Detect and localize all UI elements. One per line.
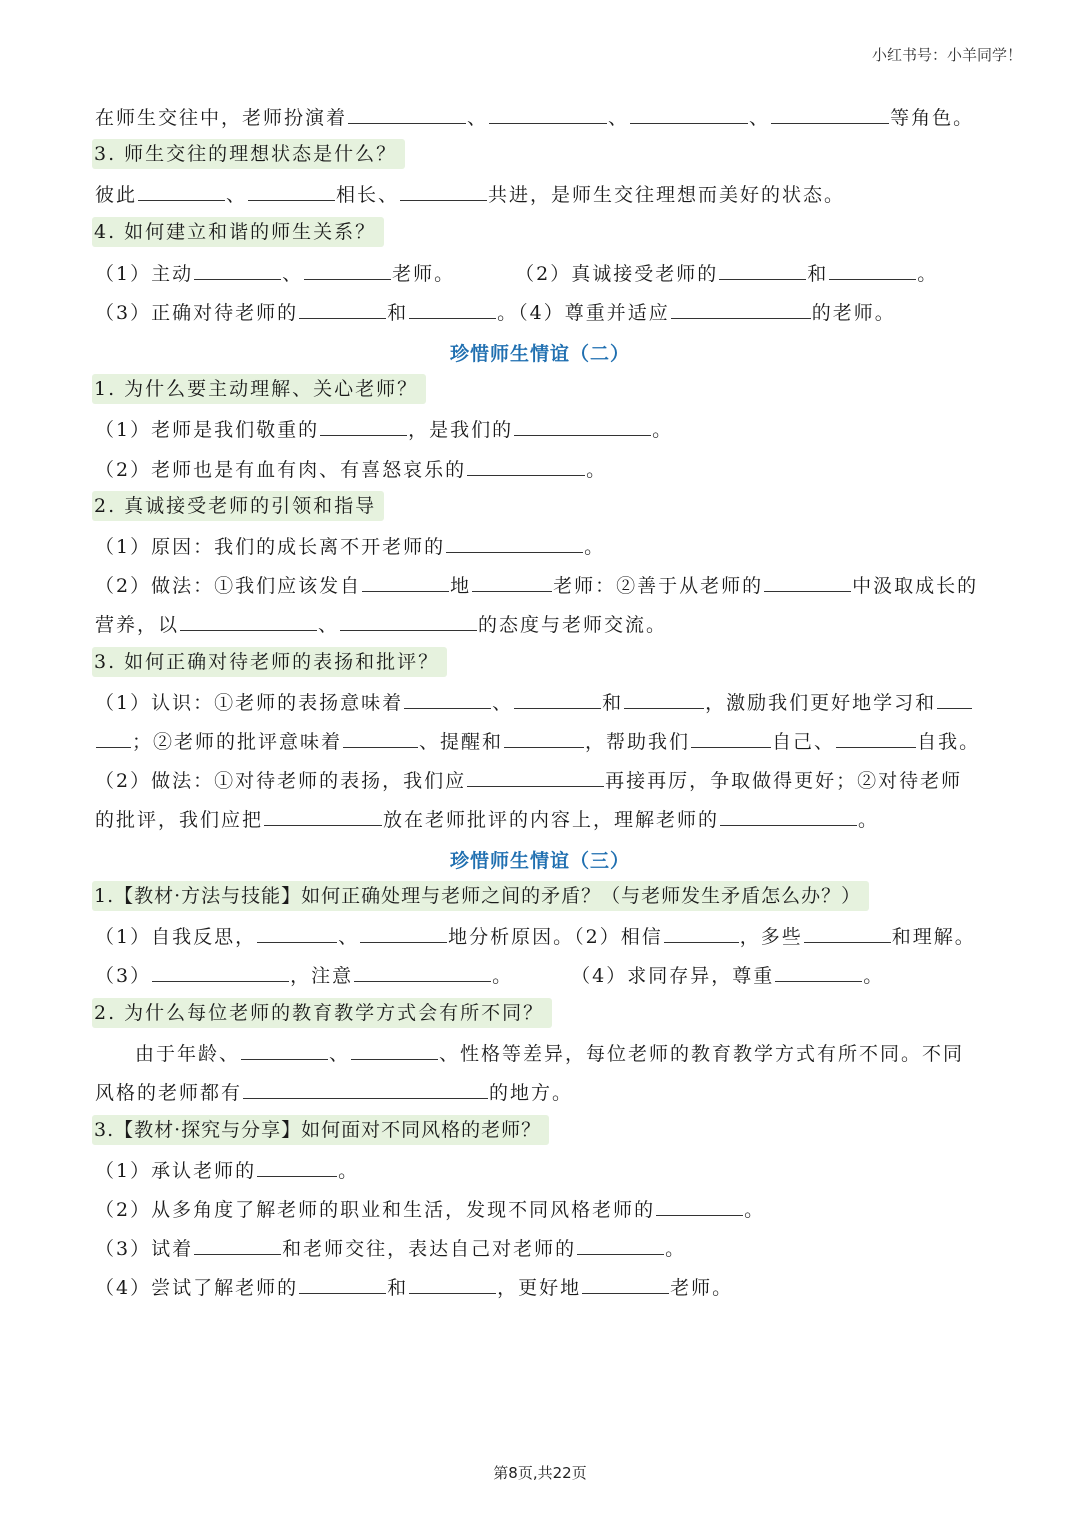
blank[interactable] — [96, 725, 131, 748]
blank[interactable] — [194, 257, 281, 280]
question-text: 3. 师生交往的理想状态是什么？ — [92, 139, 405, 169]
text: 。 — [584, 536, 606, 558]
blank[interactable] — [514, 413, 651, 436]
text: 放在老师批评的内容上，理解老师的 — [383, 809, 720, 831]
blank[interactable] — [664, 920, 739, 943]
text: 和 — [602, 692, 624, 714]
answer-line — [95, 725, 980, 755]
text: 和老师交往，表达自己对老师的 — [282, 1238, 577, 1260]
blank[interactable] — [241, 1037, 328, 1060]
text: 和 — [807, 263, 829, 285]
question-heading — [95, 998, 552, 1028]
text: 的批评，我们应把 — [95, 809, 264, 831]
text: ，激励我们更好地学习和 — [705, 692, 937, 714]
text: 的态度与老师交流。 — [478, 614, 668, 636]
blank[interactable] — [409, 1271, 496, 1294]
roles-line — [95, 101, 974, 131]
text: （3）试着 — [95, 1238, 194, 1260]
text: 风格的老师都有 — [95, 1082, 243, 1104]
answer-line — [95, 764, 962, 794]
answer-line — [95, 803, 879, 833]
question-text: 4. 如何建立和谐的师生关系？ — [92, 217, 384, 247]
text: 营养，以 — [95, 614, 180, 636]
blank[interactable] — [489, 101, 607, 124]
text: （1）认识：①老师的表扬意味着 — [95, 692, 404, 714]
question-heading — [95, 491, 384, 521]
text: 。 — [744, 1199, 766, 1221]
blank[interactable] — [504, 725, 584, 748]
blank[interactable] — [937, 686, 972, 709]
answer-line — [95, 413, 673, 443]
blank[interactable] — [467, 453, 585, 476]
text: 等角色。 — [890, 107, 975, 129]
text: 和理解。 — [891, 926, 976, 948]
blank[interactable] — [138, 178, 225, 201]
blank[interactable] — [624, 686, 704, 709]
blank[interactable] — [299, 296, 386, 319]
blank[interactable] — [362, 569, 449, 592]
blank[interactable] — [340, 608, 477, 631]
blank[interactable] — [836, 725, 916, 748]
answer-line — [95, 608, 667, 638]
blank[interactable] — [630, 101, 748, 124]
blank[interactable] — [582, 1271, 669, 1294]
text: 、 — [467, 107, 489, 129]
text: 。 — [652, 419, 674, 441]
blank[interactable] — [467, 764, 604, 787]
text: 。（4）尊重并适应 — [497, 302, 670, 324]
question-heading — [95, 217, 384, 247]
blank[interactable] — [404, 686, 491, 709]
text: 。 — [665, 1238, 687, 1260]
text: 彼此 — [95, 184, 138, 206]
text: 。 — [492, 965, 514, 987]
text: 由于年龄、 — [135, 1043, 241, 1065]
ideal-line — [95, 178, 845, 208]
text: 、 — [226, 184, 248, 206]
blank[interactable] — [446, 530, 583, 553]
text: 、 — [282, 263, 304, 285]
text: 。 — [858, 809, 880, 831]
answer-line — [95, 686, 973, 716]
text: 的地方。 — [489, 1082, 574, 1104]
blank[interactable] — [248, 178, 335, 201]
text: 、 — [329, 1043, 351, 1065]
blank[interactable] — [656, 1193, 743, 1216]
text: （4）求同存异，尊重 — [571, 965, 775, 987]
blank[interactable] — [671, 296, 811, 319]
text: 。 — [586, 459, 608, 481]
text: 老师：②善于从老师的 — [553, 575, 764, 597]
page-number: 第8页,共22页 — [493, 1464, 587, 1482]
section-title: 珍惜师生情谊（三） — [449, 850, 630, 872]
text: 。 — [917, 263, 939, 285]
text: 和 — [387, 1277, 409, 1299]
blank[interactable] — [257, 1154, 337, 1177]
text: （1）承认老师的 — [95, 1160, 257, 1182]
text: 、 — [318, 614, 340, 636]
blank[interactable] — [299, 1271, 386, 1294]
question-text: 1. 为什么要主动理解、关心老师？ — [92, 374, 426, 404]
answer-line — [95, 1271, 733, 1301]
blank[interactable] — [343, 725, 418, 748]
blank[interactable] — [180, 608, 317, 631]
text: 、 — [492, 692, 514, 714]
blank[interactable] — [400, 178, 487, 201]
harmony-line-2 — [95, 296, 896, 326]
blank[interactable] — [264, 803, 382, 826]
blank[interactable] — [243, 1076, 488, 1099]
text: ，注意 — [290, 965, 354, 987]
text: 老师。 — [670, 1277, 734, 1299]
text: 。 — [338, 1160, 360, 1182]
text: （2）从多角度了解老师的职业和生活，发现不同风格老师的 — [95, 1199, 656, 1221]
text: 老师。 — [392, 263, 456, 285]
text: 、性格等差异，每位老师的教育教学方式有所不同。不同 — [439, 1043, 965, 1065]
text: 、 — [338, 926, 360, 948]
question-text: 1.【教材·方法与技能】如何正确处理与老师之间的矛盾？（与老师发生矛盾怎么办？） — [92, 881, 869, 911]
question-text: 3.【教材·探究与分享】如何面对不同风格的老师？ — [92, 1115, 549, 1145]
blank[interactable] — [409, 296, 496, 319]
text: 地分析原因。（2）相信 — [448, 926, 663, 948]
text: 自己、 — [772, 731, 836, 753]
blank[interactable] — [691, 725, 771, 748]
text: ，帮助我们 — [585, 731, 691, 753]
answer-line — [95, 920, 976, 950]
text: （2）做法：①我们应该发自 — [95, 575, 362, 597]
answer-line — [95, 569, 978, 599]
blank[interactable] — [514, 686, 601, 709]
question-text: 2. 为什么每位老师的教育教学方式会有所不同？ — [92, 998, 552, 1028]
text: （2）老师也是有血有肉、有喜怒哀乐的 — [95, 459, 467, 481]
blank[interactable] — [257, 920, 337, 943]
text: （1）原因：我们的成长离不开老师的 — [95, 536, 446, 558]
watermark: 小红书号：小羊同学！ — [871, 46, 1022, 64]
blank[interactable] — [354, 959, 491, 982]
text: （4）尝试了解老师的 — [95, 1277, 299, 1299]
text: 自我。 — [917, 731, 981, 753]
blank[interactable] — [152, 959, 289, 982]
question-heading — [95, 139, 405, 169]
question-text: 2. 真诚接受老师的引领和指导 — [92, 491, 384, 521]
answer-line — [135, 1037, 964, 1067]
text: 、 — [749, 107, 771, 129]
blank[interactable] — [720, 803, 857, 826]
answer-line — [95, 453, 607, 483]
blank[interactable] — [829, 257, 916, 280]
text: 。 — [863, 965, 885, 987]
text: 在师生交往中，老师扮演着 — [95, 107, 348, 129]
text: ，多些 — [739, 926, 803, 948]
blank[interactable] — [764, 569, 851, 592]
text: （1）主动 — [95, 263, 194, 285]
text: （1）老师是我们敬重的 — [95, 419, 320, 441]
text: 共进，是师生交往理想而美好的状态。 — [488, 184, 846, 206]
answer-line — [95, 1193, 765, 1223]
blank[interactable] — [775, 959, 862, 982]
blank[interactable] — [194, 1232, 281, 1255]
text: 地 — [450, 575, 472, 597]
answer-line — [95, 1076, 573, 1106]
text: ，是我们的 — [408, 419, 514, 441]
text: 再接再厉，争取做得更好；②对待老师 — [605, 770, 963, 792]
text: ，更好地 — [497, 1277, 582, 1299]
text: 和 — [387, 302, 409, 324]
text: 中汲取成长的 — [852, 575, 979, 597]
blank[interactable] — [320, 413, 407, 436]
text: ；②老师的批评意味着 — [132, 731, 343, 753]
harmony-line-1 — [95, 257, 938, 287]
answer-line — [95, 1154, 359, 1184]
blank[interactable] — [472, 569, 552, 592]
question-heading — [95, 1115, 549, 1145]
answer-line — [95, 530, 605, 560]
answer-line — [95, 959, 884, 989]
blank[interactable] — [719, 257, 806, 280]
text: 相长、 — [336, 184, 400, 206]
answer-line — [95, 1232, 686, 1262]
blank[interactable] — [771, 101, 889, 124]
section-title: 珍惜师生情谊（二） — [449, 343, 630, 365]
blank[interactable] — [804, 920, 891, 943]
blank[interactable] — [577, 1232, 664, 1255]
question-text: 3. 如何正确对待老师的表扬和批评？ — [92, 647, 447, 677]
text: （2）真诚接受老师的 — [515, 263, 719, 285]
blank[interactable] — [348, 101, 466, 124]
text: 、提醒和 — [419, 731, 504, 753]
blank[interactable] — [360, 920, 447, 943]
question-heading — [95, 881, 869, 911]
blank[interactable] — [304, 257, 391, 280]
question-heading — [95, 374, 426, 404]
text: （3）正确对待老师的 — [95, 302, 299, 324]
text: 、 — [608, 107, 630, 129]
text: （2）做法：①对待老师的表扬，我们应 — [95, 770, 467, 792]
blank[interactable] — [351, 1037, 438, 1060]
text: 的老师。 — [811, 302, 896, 324]
text: （3） — [95, 965, 152, 987]
question-heading — [95, 647, 447, 677]
text: （1）自我反思， — [95, 926, 257, 948]
